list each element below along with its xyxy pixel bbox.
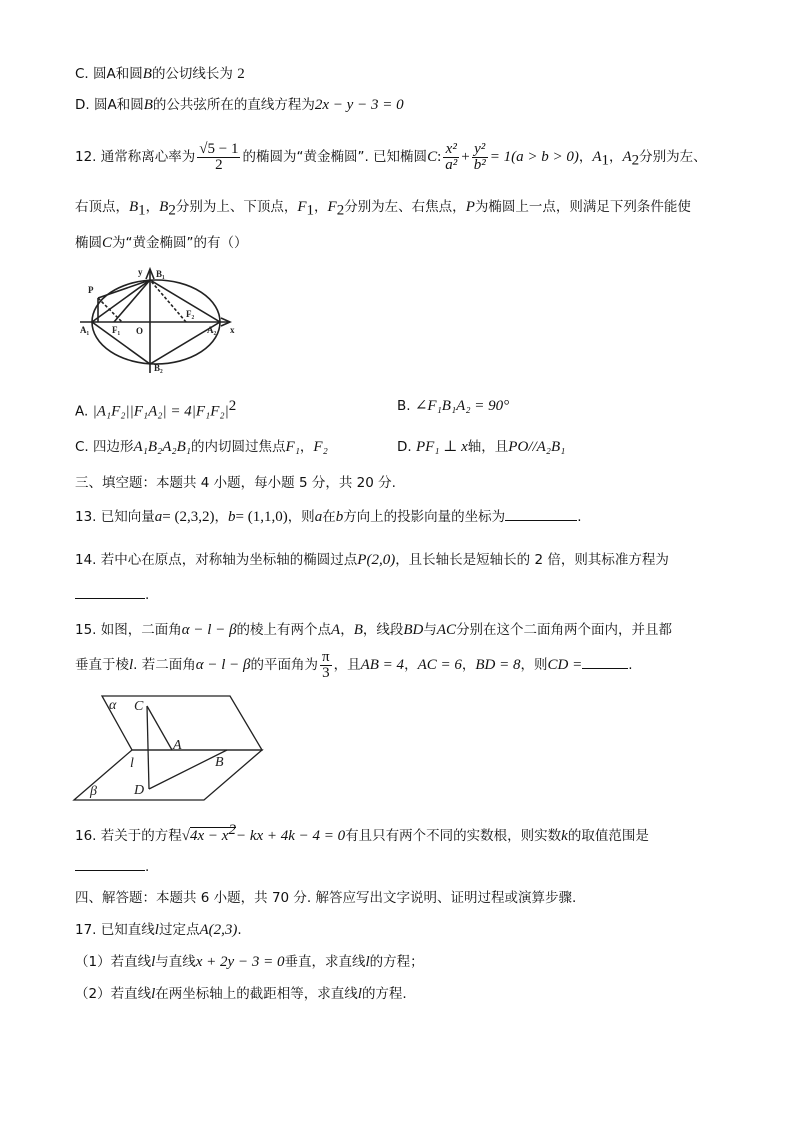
q11-option-d: D. 圆A和圆B的公共弦所在的直线方程为2x − y − 3 = 0 (75, 97, 404, 113)
section-4-title: 四、解答题：本题共 6 小题，共 70 分. 解答应写出文字说明、证明过程或演算步骤. (75, 890, 577, 906)
q12-option-d: D. PF₁ ⊥ x轴，且PO//A₂B₁ (397, 439, 566, 455)
svg-text:P: P (88, 285, 94, 295)
q13: 13. 已知向量a= (2,3,2)，b= (1,1,0)，则a在b方向上的投影向量的坐标为 . (75, 509, 582, 525)
svg-text:B₁: B₁ (156, 269, 165, 279)
q15-line-1: 15. 如图，二面角α − l − β的棱上有两个点A，B，线段BD与AC分别在这个二面角两个面内，并且都 (75, 622, 673, 638)
radicand: $4x - x^2$ (190, 822, 236, 844)
q12-ellipse-figure (78, 265, 238, 375)
svg-text:y: y (138, 267, 143, 277)
svg-text:F₁: F₁ (112, 325, 121, 335)
q11-option-c: C. 圆A和圆B的公切线长为 2 (75, 66, 245, 82)
svg-text:B₂: B₂ (154, 363, 163, 373)
q12-option-b: B. ∠F₁B₁A₂ = 90° (397, 398, 510, 414)
svg-text:D: D (134, 783, 145, 798)
q15-line-2: 垂直于棱l. 若二面角α − l − β的平面角为 $\frac{\pi}{3}$ ，且AB = 4，AC = 6，BD = 8，则CD = . (75, 648, 633, 681)
svg-text:A₂: A₂ (207, 325, 217, 335)
q14: 14. 若中心在原点，对称轴为坐标轴的椭圆过点P(2,0)，且长轴长是短轴长的 2 倍，则其标准方程为 (75, 552, 669, 568)
svg-text:C: C (134, 699, 144, 714)
answer-blank[interactable] (75, 586, 145, 599)
q12-eccentricity-fraction: $\frac{√5 - 1}{2}$ (199, 140, 239, 173)
q17: 17. 已知直线l过定点A(2,3). (75, 922, 242, 938)
answer-blank[interactable] (505, 508, 577, 521)
q12-line-1: 12. 通常称离心率为 $\frac{√5 - 1}{2}$ 的椭圆为“黄金椭圆”. 已知椭圆C: $\frac{\text{x²}}{\text{a²}}$ + $\frac{\text{y²}}{\text{b²}}$ = 1(a > b > 0)，$A_1$，$A_2$分别为左、 (75, 140, 707, 173)
q17-part-2: （2）若直线l在两坐标轴上的截距相等，求直线l的方程. (75, 986, 407, 1002)
svg-text:B: B (215, 755, 224, 770)
radical-sign: √ (181, 828, 191, 844)
q12-x-fraction: $\frac{\text{x²}}{\text{a²}}$ (445, 140, 458, 173)
svg-text:A₁: A₁ (80, 325, 90, 335)
q15-dihedral-figure (72, 692, 266, 804)
q16: 16. 若关于的方程$√4x - x^2-$ kx + 4k − 4 = 0有且只有两个不同的实数根，则实数k的取值范围是 (75, 822, 649, 844)
svg-text:F₂: F₂ (186, 309, 195, 319)
svg-text:x: x (230, 325, 235, 335)
q14-answer-line: . (75, 585, 149, 605)
svg-text:l: l (130, 756, 134, 771)
section-3-title: 三、填空题：本题共 4 小题，每小题 5 分，共 20 分. (75, 475, 396, 491)
q17-part-1: （1）若直线l与直线x + 2y − 3 = 0垂直，求直线l的方程； (75, 954, 424, 970)
q12-option-a: A. $|A_1F_2||F_1A_2| = 4|F_1F_2|^2$ (75, 398, 237, 420)
svg-text:β: β (90, 784, 97, 799)
q12-option-c: C. 四边形A₁B₂A₂B₁的内切圆过焦点F₁，F₂ (75, 439, 328, 455)
q12-line-3: 椭圆C为“黄金椭圆”的有（） (75, 235, 248, 251)
svg-text:α: α (109, 698, 117, 713)
q15-angle-fraction: $\frac{\pi}{3}$ (322, 648, 330, 681)
q16-answer-line: . (75, 857, 149, 877)
svg-text:A: A (173, 738, 182, 753)
q12-y-fraction: $\frac{\text{y²}}{\text{b²}}$ (473, 140, 486, 173)
svg-text:O: O (136, 326, 144, 336)
q12-line-2: 右顶点，$B_1$，$B_2$分别为上、下顶点，$F_1$，$F_2$分别为左、右焦点，P为椭圆上一点，则满足下列条件能使 (75, 199, 691, 219)
answer-blank[interactable] (75, 858, 145, 871)
answer-blank[interactable] (582, 656, 628, 669)
